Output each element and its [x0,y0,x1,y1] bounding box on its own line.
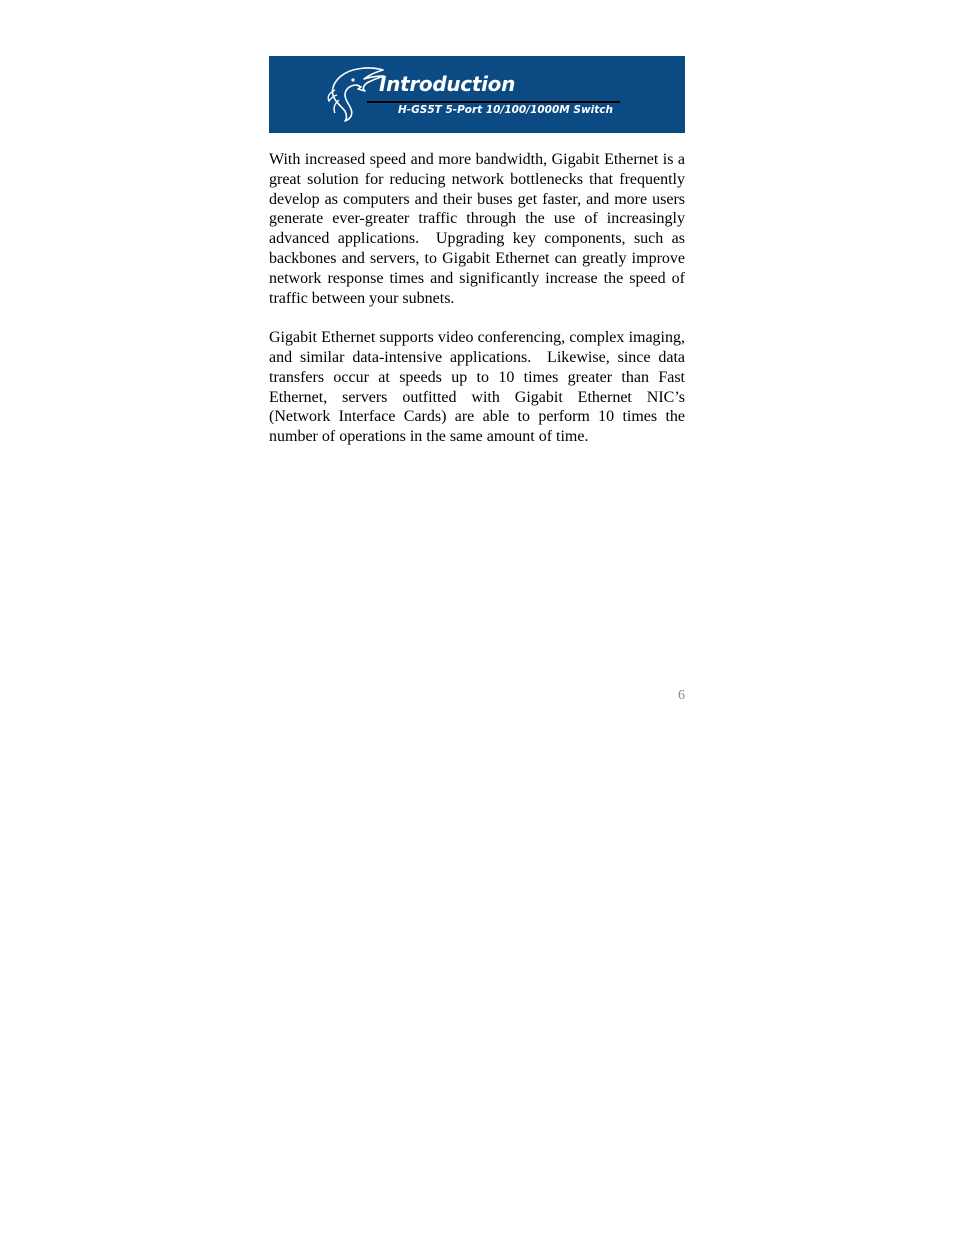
section-header-banner [269,56,685,133]
product-subtitle: H-GS5T 5-Port 10/100/1000M Switch [398,104,613,116]
body-text [269,150,693,467]
paragraph-1: With increased speed and more bandwidth, Gigabit Ethernet is a great solution for reducing network bottlenecks that frequently develop as computers and their buses get faster, and more users generate ever-greater traffic through the use of increasingly advanced applications. Upgrading key components, such as backbones and servers, to Gigabit Ethernet can greatly improve network response times and significantly increase the speed of traffic between your subnets. [269,151,689,307]
paragraph-2: Gigabit Ethernet supports video conferencing, complex imaging, and similar data-intensive applications. Likewise, since data transfers occur at speeds up to 10 times greater than Fast Ethernet, servers outfitted with Gigabit Ethernet NIC’s (Network Interface Cards) are able to perform 10 times the number of operations in the same amount of time. [269,329,693,446]
page-number: 6 [678,688,685,703]
title-underline [367,101,620,103]
eagle-head-icon [325,64,385,122]
section-title: Introduction [379,72,516,96]
